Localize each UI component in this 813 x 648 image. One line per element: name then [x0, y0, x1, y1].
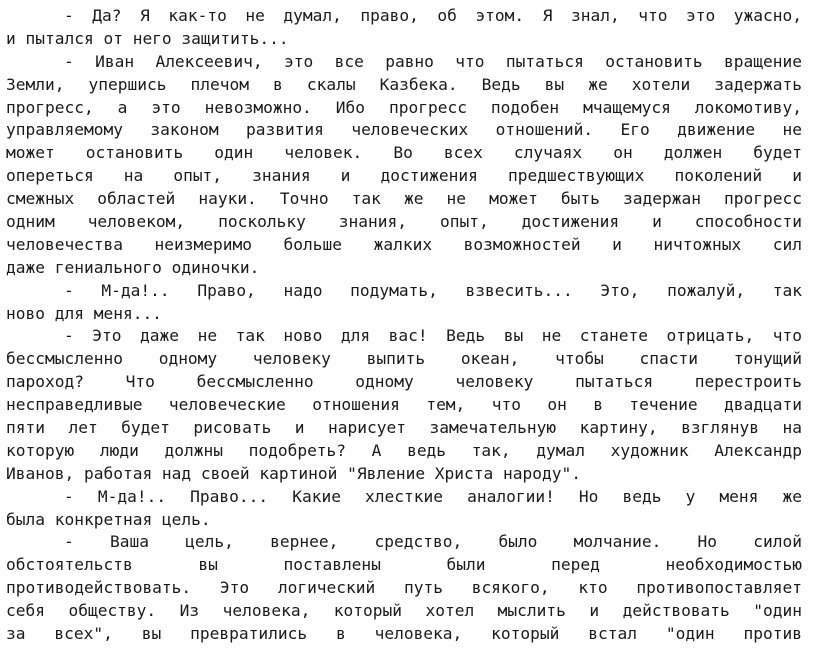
text-line: противодействовать. Это логический путь всякого, кто противопоставляет: [6, 578, 802, 598]
text-line: - Да? Я как-то не думал, право, об этом. Я знал, что это ужасно,: [64, 6, 802, 25]
text-line: - М-да!.. Право... Какие хлесткие аналогии! Но ведь у меня же: [64, 486, 802, 506]
text-line: прогресс, а это невозможно. Ибо прогресс подобен мчащемуся локомотиву,: [6, 97, 802, 117]
text-line: одним человеком, поскольку знания, опыт, достижения и способности: [6, 212, 802, 232]
text-line: может остановить один человек. Во всех случаях он должен будет: [6, 143, 802, 163]
text-line: была конкретная цель.: [6, 509, 211, 529]
text-line: бессмысленно одному человеку выпить океан, чтобы спасти тонущий: [6, 349, 802, 369]
text-line: пароход? Что бессмысленно одному человеку пытаться перестроить: [6, 372, 802, 392]
text-line: себя обществу. Из человека, который хотел мыслить и действовать "один: [6, 601, 802, 621]
text-line: за всех", вы превратились в человека, который встал "один против: [6, 624, 802, 644]
text-line: управляемому законом развития человеческих отношений. Его движение не: [6, 120, 802, 140]
text-line: пяти лет будет рисовать и нарисует замечательную картину, взглянув на: [6, 418, 802, 438]
text-line: обстоятельств вы поставлены были перед необходимостью: [6, 555, 802, 575]
text-line: человечества неизмеримо больше жалких возможностей и ничтожных сил: [6, 234, 802, 254]
text-line: Земли, упершись плечом в скалы Казбека. Ведь вы же хотели задержать: [6, 74, 802, 94]
document-text: [6, 5, 802, 646]
text-line: - М-да!.. Право, надо подумать, взвесить... Это, пожалуй, так: [64, 280, 802, 300]
text-line: опереться на опыт, знания и достижения предшествующих поколений и: [6, 166, 802, 186]
text-line: - Это даже не так ново для вас! Ведь вы не станете отрицать, что: [64, 326, 802, 346]
text-line: которую люди должны подобреть? А ведь так, думал художник Александр: [6, 440, 802, 460]
text-line: - Иван Алексеевич, это все равно что пытаться остановить вращение: [64, 51, 802, 71]
text-line: - Ваша цель, вернее, средство, было молчание. Но силой: [64, 532, 802, 552]
text-line: даже гениального одиночки.: [6, 257, 260, 277]
text-line: несправедливые человеческие отношения тем, что он в течение двадцати: [6, 395, 802, 415]
text-line: Иванов, работая над своей картиной "Явление Христа народу".: [6, 463, 581, 483]
text-line: смежных областей науки. Точно так же не может быть задержан прогресс: [6, 189, 802, 209]
text-line: ново для меня...: [6, 303, 162, 323]
text-line: и пытался от него защитить...: [6, 28, 289, 48]
